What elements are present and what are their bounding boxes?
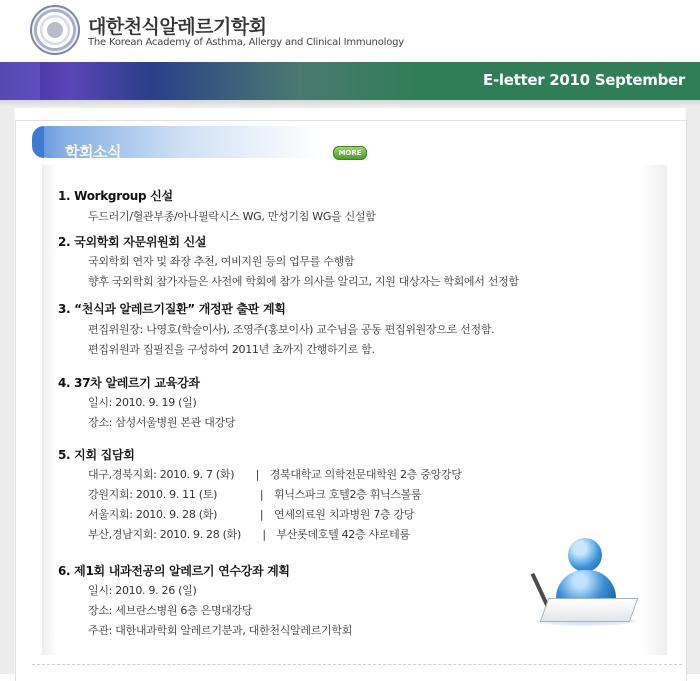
news-item-line: 일시: 2010. 9. 26 (일) xyxy=(88,584,197,597)
news-item-heading: 6. 제1회 내과전공의 알레르기 연수강좌 계획 xyxy=(58,564,290,578)
academy-seal-icon xyxy=(30,5,80,55)
news-item-heading: 5. 지회 집담회 xyxy=(58,448,135,462)
news-item-line: 장소: 삼성서울병원 본관 대강당 xyxy=(88,416,236,429)
news-item-line: 강원지회: 2010. 9. 11 (토) | 휘닉스파크 호텔2층 휘닉스볼룸 xyxy=(88,488,422,501)
news-item-line: 장소: 세브란스병원 6층 은명대강당 xyxy=(88,604,253,617)
news-item-line: 두드러기/혈관부종/아나필락시스 WG, 만성기침 WG을 신설함 xyxy=(88,210,376,223)
news-item-line: 대구,경북지회: 2010. 9. 7 (화) | 경북대학교 의학전문대학원 2층 중앙강당 xyxy=(88,468,462,481)
section-title: 학회소식 xyxy=(65,143,121,161)
more-button[interactable]: MORE xyxy=(333,146,367,160)
news-item-heading: 3. “천식과 알레르기질환” 개정판 출판 계획 xyxy=(58,302,286,316)
org-name-english: The Korean Academy of Asthma, Allergy and Clinical Immunology xyxy=(88,37,404,48)
section-divider xyxy=(32,664,682,665)
news-item-line: 주관: 대한내과학회 알레르기분과, 대한천식알레르기학회 xyxy=(88,624,353,637)
news-item-line: 편집위원과 집필진을 구성하여 2011년 초까지 간행하기로 함. xyxy=(88,343,375,356)
site-header xyxy=(0,0,700,62)
title-band xyxy=(0,62,700,100)
news-item-line: 편집위원장: 나영호(학술이사), 조영주(홍보이사) 교수님을 공동 편집위원장으로 선정함. xyxy=(88,323,495,336)
band-shadow xyxy=(0,100,700,108)
news-item-line: 일시: 2010. 9. 19 (일) xyxy=(88,396,197,409)
org-name-korean: 대한천식알레르기학회 xyxy=(88,16,267,38)
news-item-heading: 4. 37차 알레르기 교육강좌 xyxy=(58,376,200,390)
person-reading-book-icon xyxy=(530,530,635,625)
news-item-line: 서울지회: 2010. 9. 28 (화) | 연세의료원 치과병원 7층 강당 xyxy=(88,508,415,521)
news-item-line: 부산,경남지회: 2010. 9. 28 (화) | 부산롯데호텔 42층 샤로테룸 xyxy=(88,528,410,541)
eletter-title: E-letter 2010 September xyxy=(483,71,685,89)
news-item-line: 향후 국외학회 참가자들은 사전에 학회에 참가 의사를 알리고, 지원 대상자는 학회에서 선정함 xyxy=(88,275,519,288)
news-item-heading: 1. Workgroup 신설 xyxy=(58,189,173,203)
news-item-line: 국외학회 연자 및 좌장 추천, 여비지원 등의 업무를 수행함 xyxy=(88,255,355,268)
news-item-heading: 2. 국외학회 자문위원회 신설 xyxy=(58,235,207,249)
